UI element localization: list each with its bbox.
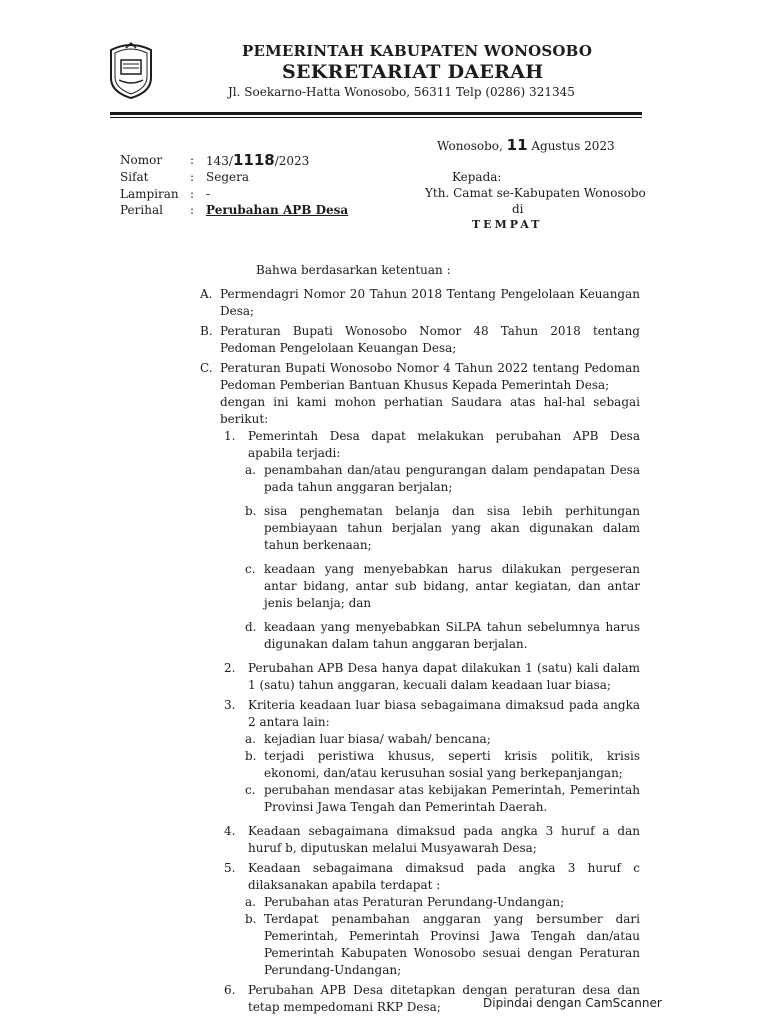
nomor-handwritten: 1118 — [232, 151, 275, 169]
point-1a-text: penambahan dan/atau pengurangan dalam pendapatan Desa pada tahun anggaran berjalan; — [264, 463, 640, 494]
date-day-handwritten: 11 — [506, 136, 528, 154]
point-1d-text: keadaan yang menyebabkan SiLPA tahun sebelumnya harus digunakan dalam tahun anggaran berjalan. — [264, 620, 640, 651]
recipient-kepada: Kepada: — [452, 170, 502, 184]
letterhead-rule-thin — [110, 117, 642, 118]
date-place: Wonosobo, — [437, 139, 503, 153]
letter-date — [437, 136, 615, 154]
recipient-di: di — [512, 202, 524, 216]
sifat-colon: : — [190, 170, 195, 184]
point-5b-marker: b. — [245, 912, 257, 926]
point-6-text: Perubahan APB Desa ditetapkan dengan peraturan desa dan tetap mempedomani RKP Desa; — [248, 983, 640, 1014]
nomor-prefix: 143/ — [206, 154, 233, 168]
point-5 — [224, 860, 640, 894]
point-2-text: Perubahan APB Desa hanya dapat dilakukan 1 (satu) kali dalam 1 (satu) tahun anggaran, kecuali dalam keadaan luar biasa; — [248, 661, 640, 692]
point-1c-marker: c. — [245, 562, 256, 576]
regency-emblem-icon — [108, 40, 154, 100]
legal-basis-b-marker: B. — [200, 324, 213, 338]
point-1d — [245, 619, 640, 653]
point-1a-marker: a. — [245, 463, 256, 477]
point-1d-marker: d. — [245, 620, 257, 634]
legal-basis-c-cont — [200, 394, 640, 428]
sifat-label: Sifat — [120, 170, 149, 184]
point-1b — [245, 503, 640, 554]
point-5-text: Keadaan sebagaimana dimaksud pada angka 3 huruf c dilaksanakan apabila terdapat : — [248, 861, 640, 892]
point-3c-text: perubahan mendasar atas kebijakan Pemerintah, Pemerintah Provinsi Jawa Tengah dan Pemerintah Daerah. — [264, 783, 640, 814]
point-3a-text: kejadian luar biasa/ wabah/ bencana; — [264, 732, 491, 746]
point-1-text: Pemerintah Desa dapat melakukan perubahan APB Desa apabila terjadi: — [248, 429, 640, 460]
point-5a-text: Perubahan atas Peraturan Perundang-Undangan; — [264, 895, 565, 909]
point-2 — [224, 660, 640, 694]
point-1 — [224, 428, 640, 462]
point-5-marker: 5. — [224, 861, 236, 875]
point-1c-text: keadaan yang menyebabkan harus dilakukan pergeseran antar bidang, antar sub bidang, antar kegiatan, dan antar jenis belanja; dan — [264, 562, 640, 610]
recipient-tempat: TEMPAT — [472, 218, 543, 231]
point-6-marker: 6. — [224, 983, 236, 997]
body-intro: Bahwa berdasarkan ketentuan : — [256, 263, 451, 277]
lampiran-value: - — [206, 187, 211, 201]
date-month-year: Agustus 2023 — [531, 139, 615, 153]
point-3-text: Kriteria keadaan luar biasa sebagaimana dimaksud pada angka 2 antara lain: — [248, 698, 640, 729]
lampiran-label: Lampiran — [120, 187, 179, 201]
letterhead-office: SEKRETARIAT DAERAH — [282, 61, 544, 83]
point-3b-text: terjadi peristiwa khusus, seperti krisis politik, krisis ekonomi, dan/atau kerusuhan sosial yang berkepanjangan; — [264, 749, 640, 780]
point-1a — [245, 462, 640, 496]
perihal-colon: : — [190, 203, 195, 217]
lampiran-colon: : — [190, 187, 195, 201]
point-3a — [245, 731, 640, 748]
perihal-value: Perubahan APB Desa — [206, 203, 349, 217]
point-3c-marker: c. — [245, 783, 256, 797]
legal-basis-c-cont-text: dengan ini kami mohon perhatian Saudara atas hal-hal sebagai berikut: — [220, 395, 640, 426]
legal-basis-a-text: Permendagri Nomor 20 Tahun 2018 Tentang Pengelolaan Keuangan Desa; — [220, 287, 640, 318]
legal-basis-b-text: Peraturan Bupati Wonosobo Nomor 48 Tahun 2018 tentang Pedoman Pengelolaan Keuangan Desa; — [220, 324, 640, 355]
point-1b-marker: b. — [245, 504, 257, 518]
legal-basis-c-marker: C. — [200, 361, 213, 375]
point-3b — [245, 748, 640, 782]
recipient-yth: Yth. Camat se-Kabupaten Wonosobo — [425, 186, 646, 200]
letter-body — [200, 262, 640, 1016]
point-1b-text: sisa penghematan belanja dan sisa lebih perhitungan pembiayaan tahun berjalan yang akan digunakan dalam tahun berkenaan; — [264, 504, 640, 552]
point-5b — [245, 911, 640, 979]
point-3b-marker: b. — [245, 749, 257, 763]
sifat-value: Segera — [206, 170, 249, 184]
legal-basis-c-text: Peraturan Bupati Wonosobo Nomor 4 Tahun 2022 tentang Pedoman Pedoman Pemberian Bantuan Khusus Kepada Pemerintah Desa; — [220, 361, 640, 392]
point-4-text: Keadaan sebagaimana dimaksud pada angka 3 huruf a dan huruf b, diputuskan melalui Musyawarah Desa; — [248, 824, 640, 855]
point-5a — [245, 894, 640, 911]
scanner-watermark: Dipindai dengan CamScanner — [483, 996, 662, 1010]
letterhead-address: Jl. Soekarno-Hatta Wonosobo, 56311 Telp (0286) 321345 — [228, 85, 575, 99]
point-3-marker: 3. — [224, 698, 236, 712]
point-4 — [224, 823, 640, 857]
point-3c — [245, 782, 640, 816]
point-3 — [224, 697, 640, 731]
point-1c — [245, 561, 640, 612]
point-4-marker: 4. — [224, 824, 236, 838]
legal-basis-a-marker: A. — [200, 287, 213, 301]
legal-basis-b — [200, 323, 640, 357]
letterhead-rule-thick — [110, 112, 642, 115]
nomor-suffix: /2023 — [274, 154, 310, 168]
perihal-label: Perihal — [120, 203, 163, 217]
nomor-label: Nomor — [120, 153, 163, 167]
point-1-marker: 1. — [224, 429, 236, 443]
nomor-colon: : — [190, 153, 195, 167]
point-2-marker: 2. — [224, 661, 236, 675]
legal-basis-a — [200, 286, 640, 320]
letterhead-government: PEMERINTAH KABUPATEN WONOSOBO — [242, 42, 593, 60]
point-5b-text: Terdapat penambahan anggaran yang bersumber dari Pemerintah, Pemerintah Provinsi Jawa Tengah dan/atau Pemerintah Kabupaten Wonosobo sesuai dengan Peraturan Perundang-Undangan; — [264, 912, 640, 977]
point-5a-marker: a. — [245, 895, 256, 909]
point-3a-marker: a. — [245, 732, 256, 746]
nomor-value — [206, 151, 309, 169]
legal-basis-c — [200, 360, 640, 394]
